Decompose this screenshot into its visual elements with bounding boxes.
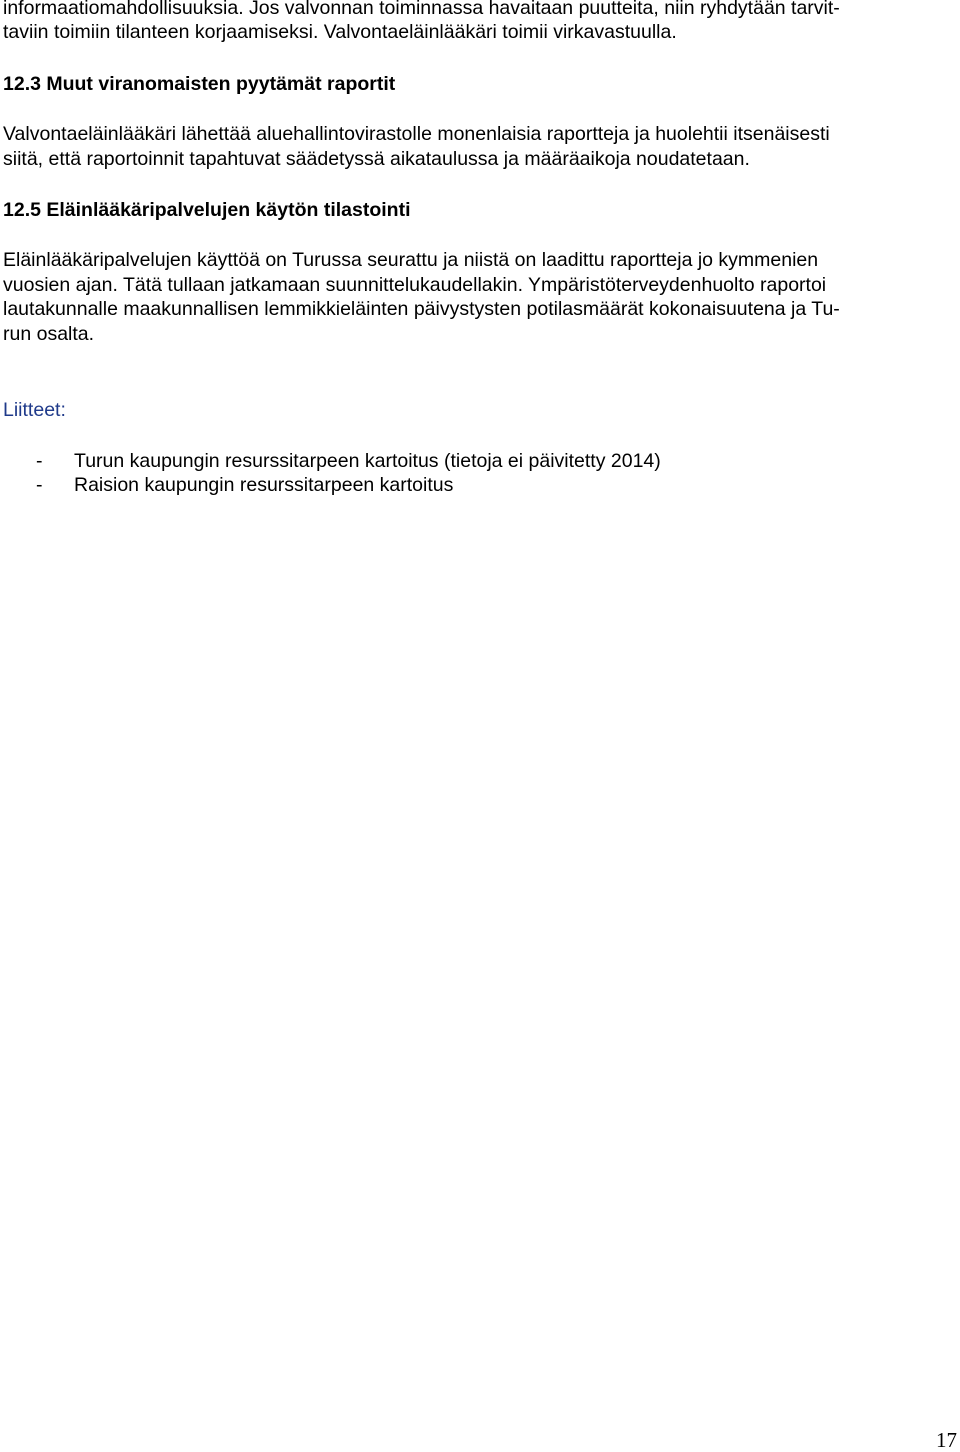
section-12-3-line-1: Valvontaeläinlääkäri lähettää aluehallintovirastolle monenlaisia raportteja ja huolehtii itsenäisesti [3, 123, 830, 145]
section-12-5-line-3: lautakunnalle maakunnallisen lemmikkieläinten päivystysten potilasmäärät kokonaisuutena ja Tu- [3, 298, 840, 320]
page-number: 17 [936, 1428, 957, 1452]
section-12-3-line-2: siitä, että raportoinnit tapahtuvat säädetyssä aikataulussa ja määräaikoja noudatetaan. [3, 148, 750, 170]
attachment-item-1-text: Turun kaupungin resurssitarpeen kartoitus (tietoja ei päivitetty 2014) [74, 450, 661, 472]
section-12-5-line-2: vuosien ajan. Tätä tullaan jatkamaan suunnittelukaudellakin. Ympäristöterveydenhuolto raportoi [3, 274, 827, 296]
section-12-5-line-4: run osalta. [3, 323, 95, 345]
intro-line-2: taviin toimiin tilanteen korjaamiseksi. Valvontaeläinlääkäri toimii virkavastuulla. [3, 21, 677, 43]
section-12-5-heading: 12.5 Eläinlääkäripalvelujen käytön tilastointi [3, 199, 411, 221]
attachment-item-2-text: Raision kaupungin resurssitarpeen kartoitus [74, 474, 454, 496]
list-bullet: - [36, 474, 43, 496]
intro-line-1: informaatiomahdollisuuksia. Jos valvonnan toiminnassa havaitaan puutteita, niin ryhdytään tarvit- [3, 0, 840, 19]
attachment-item-2 [36, 473, 453, 497]
attachment-item-1 [36, 449, 661, 473]
section-12-5-line-1: Eläinlääkäripalvelujen käyttöä on Turussa seurattu ja niistä on laadittu raportteja jo kymmenien [3, 249, 819, 271]
section-12-3-heading: 12.3 Muut viranomaisten pyytämät raportit [3, 73, 396, 95]
attachments-heading: Liitteet: [3, 399, 66, 421]
list-bullet: - [36, 450, 43, 472]
